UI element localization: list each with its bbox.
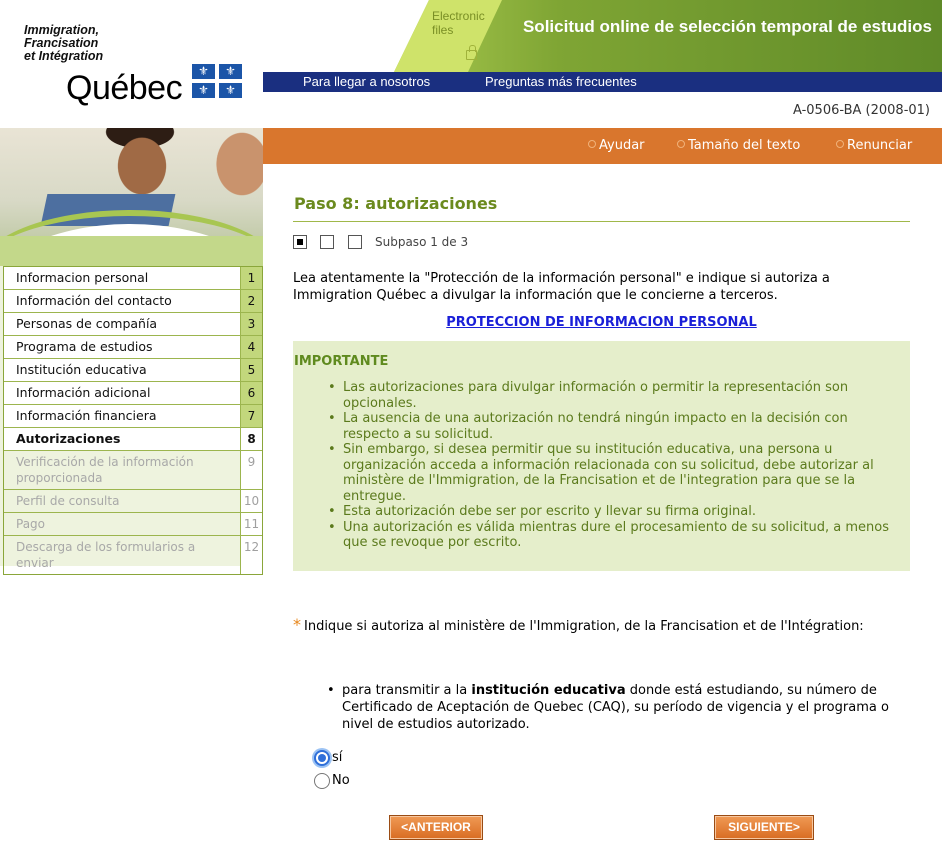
sidebar-item-study-program[interactable] — [4, 336, 262, 359]
sidebar-item-payment — [4, 513, 262, 536]
help-label: Ayudar — [599, 138, 645, 153]
list-item: • Sin embargo, si desea permitir que su institución educativa, una persona u organización acceda a información relacionada con su solicitud, debe autorizar al ministère de l'Immigration, de la Francisation et de l'integration para que se la entregue. — [328, 442, 909, 504]
privacy-link[interactable]: PROTECCION DE INFORMACION PERSONAL — [446, 315, 757, 330]
quebec-flag-icon: ⚜ ⚜ ⚜ ⚜ — [192, 64, 242, 98]
sidebar-item-personal-info[interactable] — [4, 267, 262, 290]
sidebar — [0, 266, 263, 570]
text-size-label: Tamaño del texto — [688, 138, 801, 153]
authorization-question — [293, 614, 910, 635]
list-item: • Las autorizaciones para divulgar información o permitir la representación son opcionales. — [328, 380, 909, 411]
next-button[interactable]: SIGUIENTE> — [714, 815, 814, 840]
sidebar-item-label: Institución educativa — [16, 362, 147, 377]
lock-icon — [466, 50, 477, 60]
authorization-radio-group — [314, 746, 350, 792]
sidebar-item-authorizations[interactable] — [4, 428, 262, 451]
nav-link-faq[interactable]: Preguntas más frecuentes — [485, 74, 637, 89]
list-item: • La ausencia de una autorización no tendrá ningún impacto en la decisión con respecto a su solicitud. — [328, 411, 909, 442]
substep-indicator — [293, 235, 910, 251]
privacy-link-row — [293, 315, 910, 330]
required-marker: * — [293, 614, 301, 634]
radio-yes[interactable] — [314, 750, 330, 766]
ministry-line-1: Immigration, — [24, 23, 100, 37]
sidebar-item-number: 3 — [240, 313, 262, 335]
sidebar-item-label: Información del contacto — [16, 293, 172, 308]
sidebar-item-label: Programa de estudios — [16, 339, 153, 354]
sidebar-item-additional-info[interactable] — [4, 382, 262, 405]
radio-no[interactable] — [314, 773, 330, 789]
important-list — [294, 380, 909, 551]
sidebar-item-number: 9 — [240, 451, 262, 489]
sidebar-item-label: Personas de compañía — [16, 316, 158, 331]
quit-label: Renunciar — [847, 138, 913, 153]
sidebar-item-label: Perfil de consulta — [16, 494, 120, 508]
sidebar-item-financial-info[interactable] — [4, 405, 262, 428]
sidebar-item-consultation-profile — [4, 490, 262, 513]
efiles-line-2: files — [432, 23, 454, 37]
sidebar-item-institution[interactable] — [4, 359, 262, 382]
sidebar-item-companions[interactable] — [4, 313, 262, 336]
authorization-text — [327, 682, 910, 733]
sidebar-item-number: 4 — [240, 336, 262, 358]
sidebar-item-number: 5 — [240, 359, 262, 381]
substep-3-box — [348, 235, 362, 249]
app-title: Solicitud online de selección temporal de estudios — [522, 17, 932, 36]
sidebar-item-label: Informacion personal — [16, 270, 149, 285]
sidebar-item-number: 1 — [240, 267, 262, 289]
sidebar-item-number: 10 — [240, 490, 262, 512]
important-title: IMPORTANTE — [294, 354, 389, 369]
bullet-icon — [677, 140, 685, 148]
nav-link-directions[interactable]: Para llegar a nosotros — [303, 74, 431, 89]
sidebar-item-number: 2 — [240, 290, 262, 312]
efiles-line-1: Electronic — [432, 9, 485, 23]
sidebar-item-number: 12 — [240, 536, 262, 574]
question-text: Indique si autoriza al ministère de l'Immigration, de la Francisation et de l'Intégration: — [304, 618, 864, 634]
authorization-text-prefix: para transmitir a la — [342, 682, 472, 698]
sidebar-item-verification — [4, 451, 262, 490]
ministry-line-3: et Intégration — [24, 49, 104, 63]
bullet-icon — [836, 140, 844, 148]
form-code: A-0506-BA (2008-01) — [792, 103, 930, 118]
sidebar-item-contact-info[interactable] — [4, 290, 262, 313]
toolbar — [263, 128, 942, 164]
step-list — [3, 266, 263, 575]
sidebar-item-number: 6 — [240, 382, 262, 404]
radio-no-label: No — [332, 773, 350, 788]
sidebar-item-label: Descarga de los formularios a enviar — [16, 540, 196, 570]
top-nav — [263, 72, 942, 92]
intro-text: Lea atentamente la "Protección de la información personal" e indique si autoriza a Immigration Québec a divulgar la información que le concierne a terceros. — [293, 271, 830, 303]
sidebar-item-label: Información adicional — [16, 385, 151, 400]
page-header — [0, 0, 942, 128]
quit-link[interactable] — [836, 138, 912, 154]
list-item: • Una autorización es válida mientras dure el procesamiento de su solicitud, a menos que se revoque por escrito. — [328, 520, 909, 551]
bullet-icon — [588, 140, 596, 148]
main-content — [293, 190, 910, 733]
substep-2-box — [320, 235, 334, 249]
sidebar-top-band — [0, 236, 263, 266]
ministry-name — [24, 24, 103, 63]
sidebar-item-label: Pago — [16, 517, 46, 531]
authorization-item — [293, 682, 910, 733]
previous-button[interactable]: <ANTERIOR — [389, 815, 483, 840]
radio-option-no[interactable] — [314, 769, 350, 792]
quebec-logo: Québec — [66, 69, 183, 107]
sidebar-item-label: Verificación de la información proporcionada — [16, 455, 194, 485]
list-item: • Esta autorización debe ser por escrito y llevar su firma original. — [328, 504, 909, 520]
sidebar-item-label: Información financiera — [16, 408, 157, 423]
help-link[interactable] — [588, 138, 645, 154]
substep-1-box — [293, 235, 307, 249]
substep-text: Subpaso 1 de 3 — [375, 235, 469, 249]
sidebar-item-label: Autorizaciones — [16, 431, 121, 446]
authorization-text-suffix: donde está estudiando, su número de Certificado de Aceptación de Quebec (CAQ), su período de vigencia y el programa o nivel de estudios autorizado. — [342, 682, 889, 732]
electronic-files-label — [432, 9, 485, 37]
important-box — [293, 341, 910, 571]
radio-option-yes[interactable] — [314, 746, 350, 769]
radio-yes-label: sí — [332, 750, 343, 765]
text-size-link[interactable] — [677, 138, 800, 154]
authorization-text-bold: institución educativa — [471, 682, 626, 698]
bullet-icon: • — [327, 682, 335, 698]
page-title: Paso 8: autorizaciones — [293, 190, 910, 222]
ministry-line-2: Francisation — [24, 36, 99, 50]
sidebar-item-number: 11 — [240, 513, 262, 535]
sidebar-item-number: 8 — [240, 428, 262, 450]
sidebar-item-download-forms — [4, 536, 262, 574]
sidebar-item-number: 7 — [240, 405, 262, 427]
